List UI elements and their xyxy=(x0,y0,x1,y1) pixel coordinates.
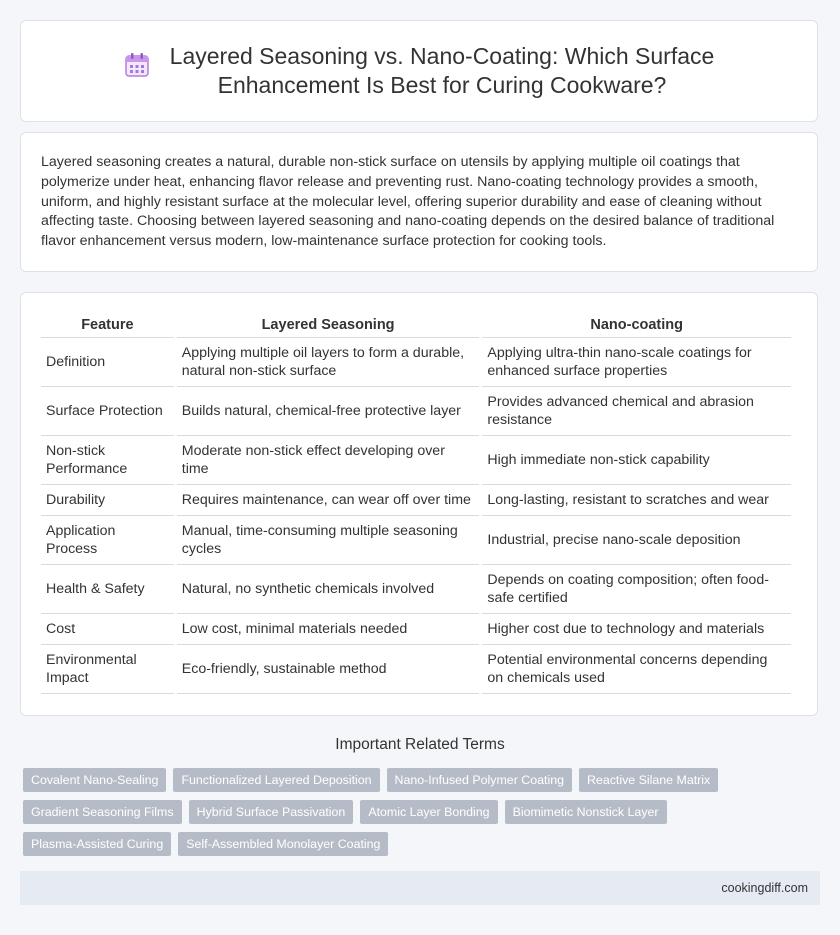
feature-cell: Definition xyxy=(41,338,174,387)
related-term-tag[interactable]: Covalent Nano-Sealing xyxy=(23,768,166,792)
related-term-tag[interactable]: Atomic Layer Bonding xyxy=(360,800,497,824)
calendar-icon xyxy=(124,52,150,78)
table-row xyxy=(41,485,791,516)
table-row xyxy=(41,516,791,565)
related-term-tag[interactable]: Hybrid Surface Passivation xyxy=(189,800,354,824)
table-row xyxy=(41,614,791,645)
title-card xyxy=(20,20,818,122)
related-term-tag[interactable]: Functionalized Layered Deposition xyxy=(173,768,379,792)
page-title-line-1: Layered Seasoning vs. Nano-Coating: Which Surface xyxy=(169,43,715,69)
table-row xyxy=(41,565,791,614)
related-term-tag[interactable]: Nano-Infused Polymer Coating xyxy=(387,768,572,792)
feature-cell: Surface Protection xyxy=(41,387,174,436)
related-term-tag[interactable]: Plasma-Assisted Curing xyxy=(23,832,171,856)
comparison-table xyxy=(38,313,794,694)
nano-cell: Potential environmental concerns depending on chemicals used xyxy=(482,645,791,694)
feature-cell: Cost xyxy=(41,614,174,645)
layered-cell: Moderate non-stick effect developing over time xyxy=(177,436,480,485)
related-term-tag[interactable]: Gradient Seasoning Films xyxy=(23,800,182,824)
nano-cell: Higher cost due to technology and materials xyxy=(482,614,791,645)
nano-cell: High immediate non-stick capability xyxy=(482,436,791,485)
table-row xyxy=(41,645,791,694)
nano-cell: Long-lasting, resistant to scratches and wear xyxy=(482,485,791,516)
feature-cell: Health & Safety xyxy=(41,565,174,614)
nano-cell: Industrial, precise nano-scale deposition xyxy=(482,516,791,565)
footer xyxy=(20,871,820,905)
layered-cell: Requires maintenance, can wear off over time xyxy=(177,485,480,516)
table-row xyxy=(41,387,791,436)
header-nano-coating: Nano-coating xyxy=(482,313,791,338)
page-title-line-2: Enhancement Is Best for Curing Cookware? xyxy=(217,72,667,98)
feature-cell: Durability xyxy=(41,485,174,516)
nano-cell: Applying ultra-thin nano-scale coatings for enhanced surface properties xyxy=(482,338,791,387)
intro-paragraph: Layered seasoning creates a natural, durable non-stick surface on utensils by applying multiple oil coatings that polymerize under heat, enhancing flavor release and preventing rust. Nano-coating technology provides a smooth, uniform, and highly resistant surface at the molecular level, offering superior durability and ease of cleaning without affecting taste. Choosing between layered seasoning and nano-coating depends on the desired balance of traditional flavor enhancement versus modern, low-maintenance surface protection for cooking tools. xyxy=(41,154,775,250)
related-term-tag[interactable]: Self-Assembled Monolayer Coating xyxy=(178,832,388,856)
feature-cell: Application Process xyxy=(41,516,174,565)
feature-cell: Non-stick Performance xyxy=(41,436,174,485)
header-layered-seasoning: Layered Seasoning xyxy=(177,313,480,338)
layered-cell: Applying multiple oil layers to form a durable, natural non-stick surface xyxy=(177,338,480,387)
table-row xyxy=(41,436,791,485)
layered-cell: Manual, time-consuming multiple seasoning cycles xyxy=(177,516,480,565)
nano-cell: Depends on coating composition; often food-safe certified xyxy=(482,565,791,614)
layered-cell: Eco-friendly, sustainable method xyxy=(177,645,480,694)
related-term-tag[interactable]: Biomimetic Nonstick Layer xyxy=(505,800,667,824)
table-header-row xyxy=(41,313,791,338)
header-feature: Feature xyxy=(41,313,174,338)
table-row xyxy=(41,338,791,387)
related-terms-heading: Important Related Terms xyxy=(335,736,505,753)
intro-card xyxy=(20,132,818,272)
page-title xyxy=(170,42,715,100)
layered-cell: Natural, no synthetic chemicals involved xyxy=(177,565,480,614)
comparison-card xyxy=(20,292,818,716)
layered-cell: Builds natural, chemical-free protective layer xyxy=(177,387,480,436)
feature-cell: Environmental Impact xyxy=(41,645,174,694)
nano-cell: Provides advanced chemical and abrasion resistance xyxy=(482,387,791,436)
related-term-tag[interactable]: Reactive Silane Matrix xyxy=(579,768,718,792)
layered-cell: Low cost, minimal materials needed xyxy=(177,614,480,645)
related-terms-list xyxy=(23,768,823,864)
footer-site-link[interactable]: cookingdiff.com xyxy=(721,881,808,895)
